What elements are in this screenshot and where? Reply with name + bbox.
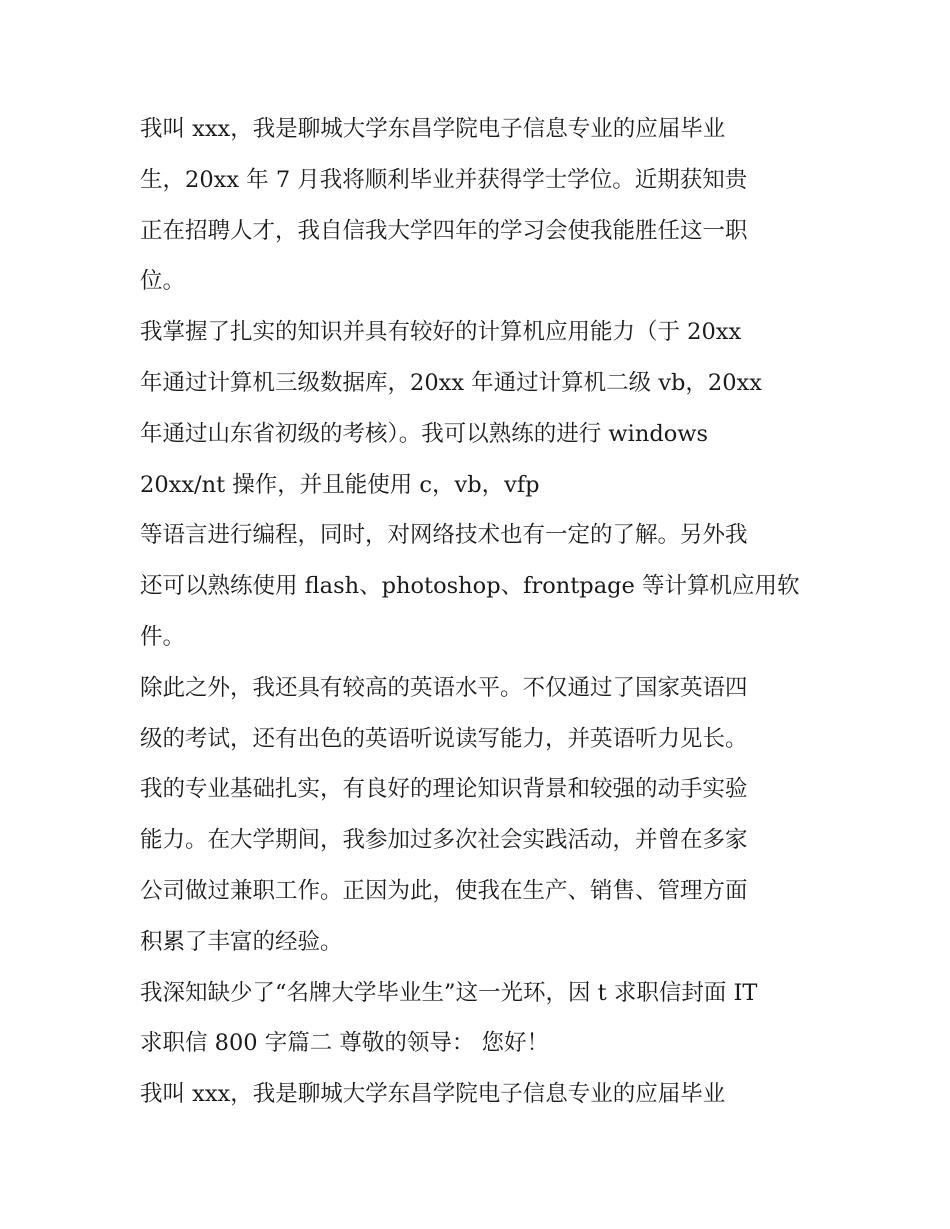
text-line-7: 年通过山东省初级的考核）。我可以熟练的进行 windows: [140, 420, 709, 447]
text-line-2: 生，20xx 年 7 月我将顺利毕业并获得学士学位。近期获知贵: [140, 166, 748, 193]
text-line-19: 求职信 800 字篇二 尊敬的领导： 您好！: [140, 1030, 550, 1057]
text-line-14: 我的专业基础扎实，有良好的理论知识背景和较强的动手实验: [140, 776, 748, 803]
text-line-18: 我深知缺少了“名牌大学毕业生”这一光环，因 t 求职信封面 IT: [140, 979, 758, 1006]
text-line-9: 等语言进行编程，同时，对网络技术也有一定的了解。另外我: [140, 522, 748, 549]
text-line-15: 能力。在大学期间，我参加过多次社会实践活动，并曾在多家: [140, 827, 748, 854]
text-line-13: 级的考试，还有出色的英语听说读写能力，并英语听力见长。: [140, 725, 748, 752]
letter-body: [140, 104, 820, 1120]
text-line-4: 位。: [140, 268, 186, 295]
text-line-6: 年通过计算机三级数据库，20xx 年通过计算机二级 vb，20xx: [140, 369, 762, 396]
text-line-1: 我叫 xxx，我是聊城大学东昌学院电子信息专业的应届毕业: [140, 116, 726, 142]
text-line-11: 件。: [140, 623, 186, 650]
text-line-3: 正在招聘人才，我自信我大学四年的学习会使我能胜任这一职: [140, 217, 748, 244]
text-line-8: 20xx/nt 操作，并且能使用 c，vb，vfp: [140, 471, 540, 498]
text-line-20: 我叫 xxx，我是聊城大学东昌学院电子信息专业的应届毕业: [140, 1081, 726, 1108]
text-line-12: 除此之外，我还具有较高的英语水平。不仅通过了国家英语四: [140, 674, 748, 701]
text-line-10: 还可以熟练使用 flash、photoshop、frontpage 等计算机应用软: [140, 573, 800, 600]
text-line-5: 我掌握了扎实的知识并具有较好的计算机应用能力（于 20xx: [140, 319, 742, 346]
text-line-17: 积累了丰富的经验。: [140, 928, 343, 955]
text-line-16: 公司做过兼职工作。正因为此，使我在生产、销售、管理方面: [140, 877, 748, 904]
